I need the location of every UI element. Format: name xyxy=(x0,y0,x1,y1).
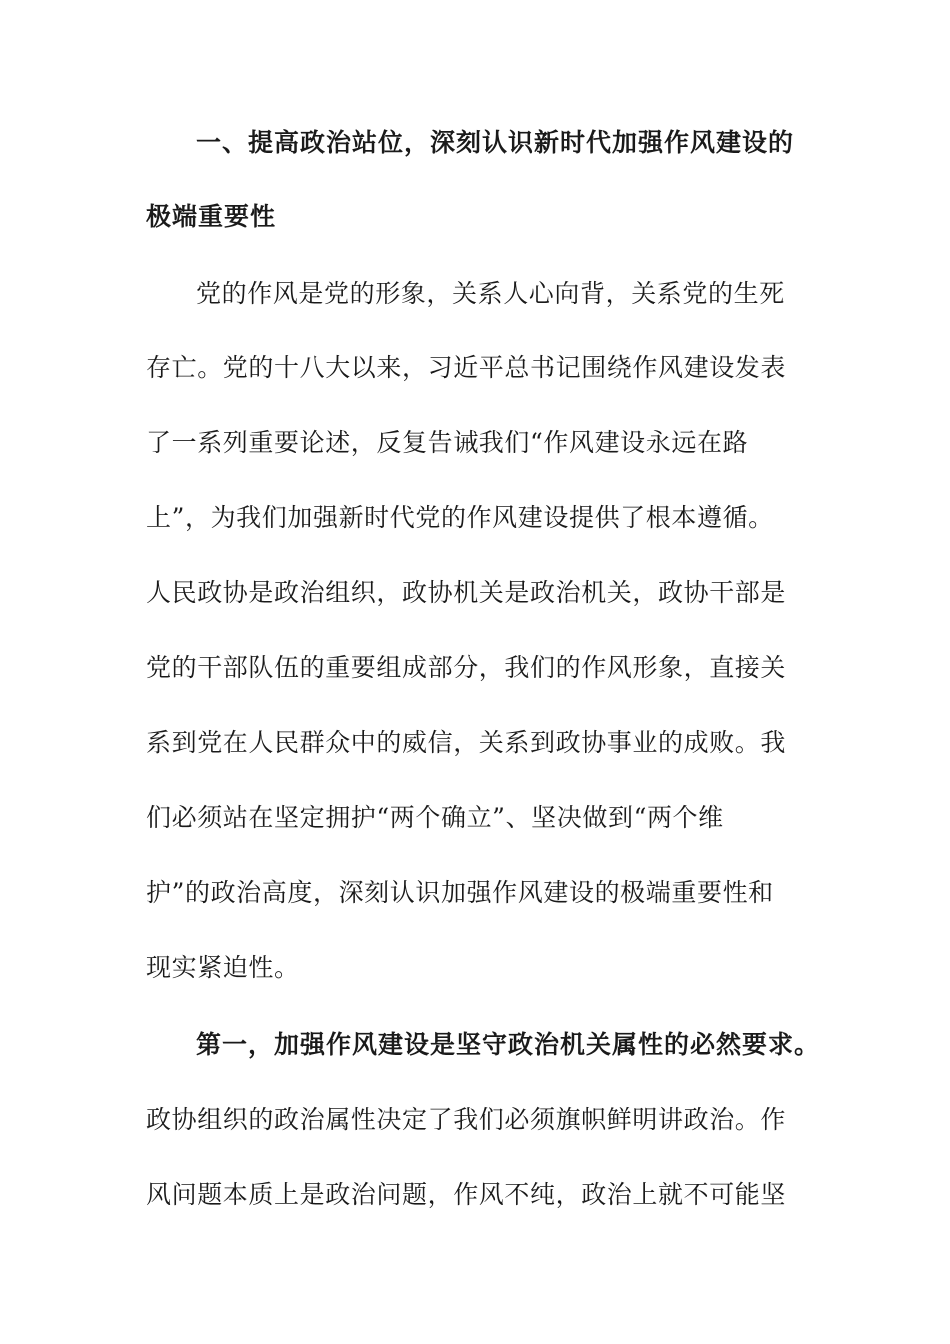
paragraph-1-line-5: 人民政协是政治组织，政协机关是政治机关，政协干部是 xyxy=(146,578,787,607)
paragraph-1-line-6: 党的干部队伍的重要组成部分，我们的作风形象，直接关 xyxy=(146,653,787,682)
paragraph-1-line-9: 护”的政治高度，深刻认识加强作风建设的极端重要性和 xyxy=(146,878,774,907)
paragraph-1-line-8: 们必须站在坚定拥护“两个确立”、坚决做到“两个维 xyxy=(146,803,724,832)
section-heading-line-2: 极端重要性 xyxy=(146,202,277,231)
section-heading-line-1: 一、提高政治站位，深刻认识新时代加强作风建设的 xyxy=(196,128,795,157)
paragraph-1-line-2: 存亡。党的十八大以来，习近平总书记围绕作风建设发表 xyxy=(146,353,787,382)
paragraph-1-line-4: 上”，为我们加强新时代党的作风建设提供了根本遵循。 xyxy=(146,503,774,532)
paragraph-1-line-10: 现实紧迫性。 xyxy=(146,953,300,982)
paragraph-1-line-3: 了一系列重要论述，反复告诫我们“作风建设永远在路 xyxy=(146,428,749,457)
paragraph-1-line-7: 系到党在人民群众中的威信，关系到政协事业的成败。我 xyxy=(146,728,787,757)
subheading-line: 第一，加强作风建设是坚守政治机关属性的必然要求。 xyxy=(196,1030,821,1059)
paragraph-2-line-1: 政协组织的政治属性决定了我们必须旗帜鲜明讲政治。作 xyxy=(146,1105,787,1134)
paragraph-2-line-2: 风问题本质上是政治问题，作风不纯，政治上就不可能坚 xyxy=(146,1180,787,1209)
paragraph-1-line-1: 党的作风是党的形象，关系人心向背，关系党的生死 xyxy=(196,279,785,308)
